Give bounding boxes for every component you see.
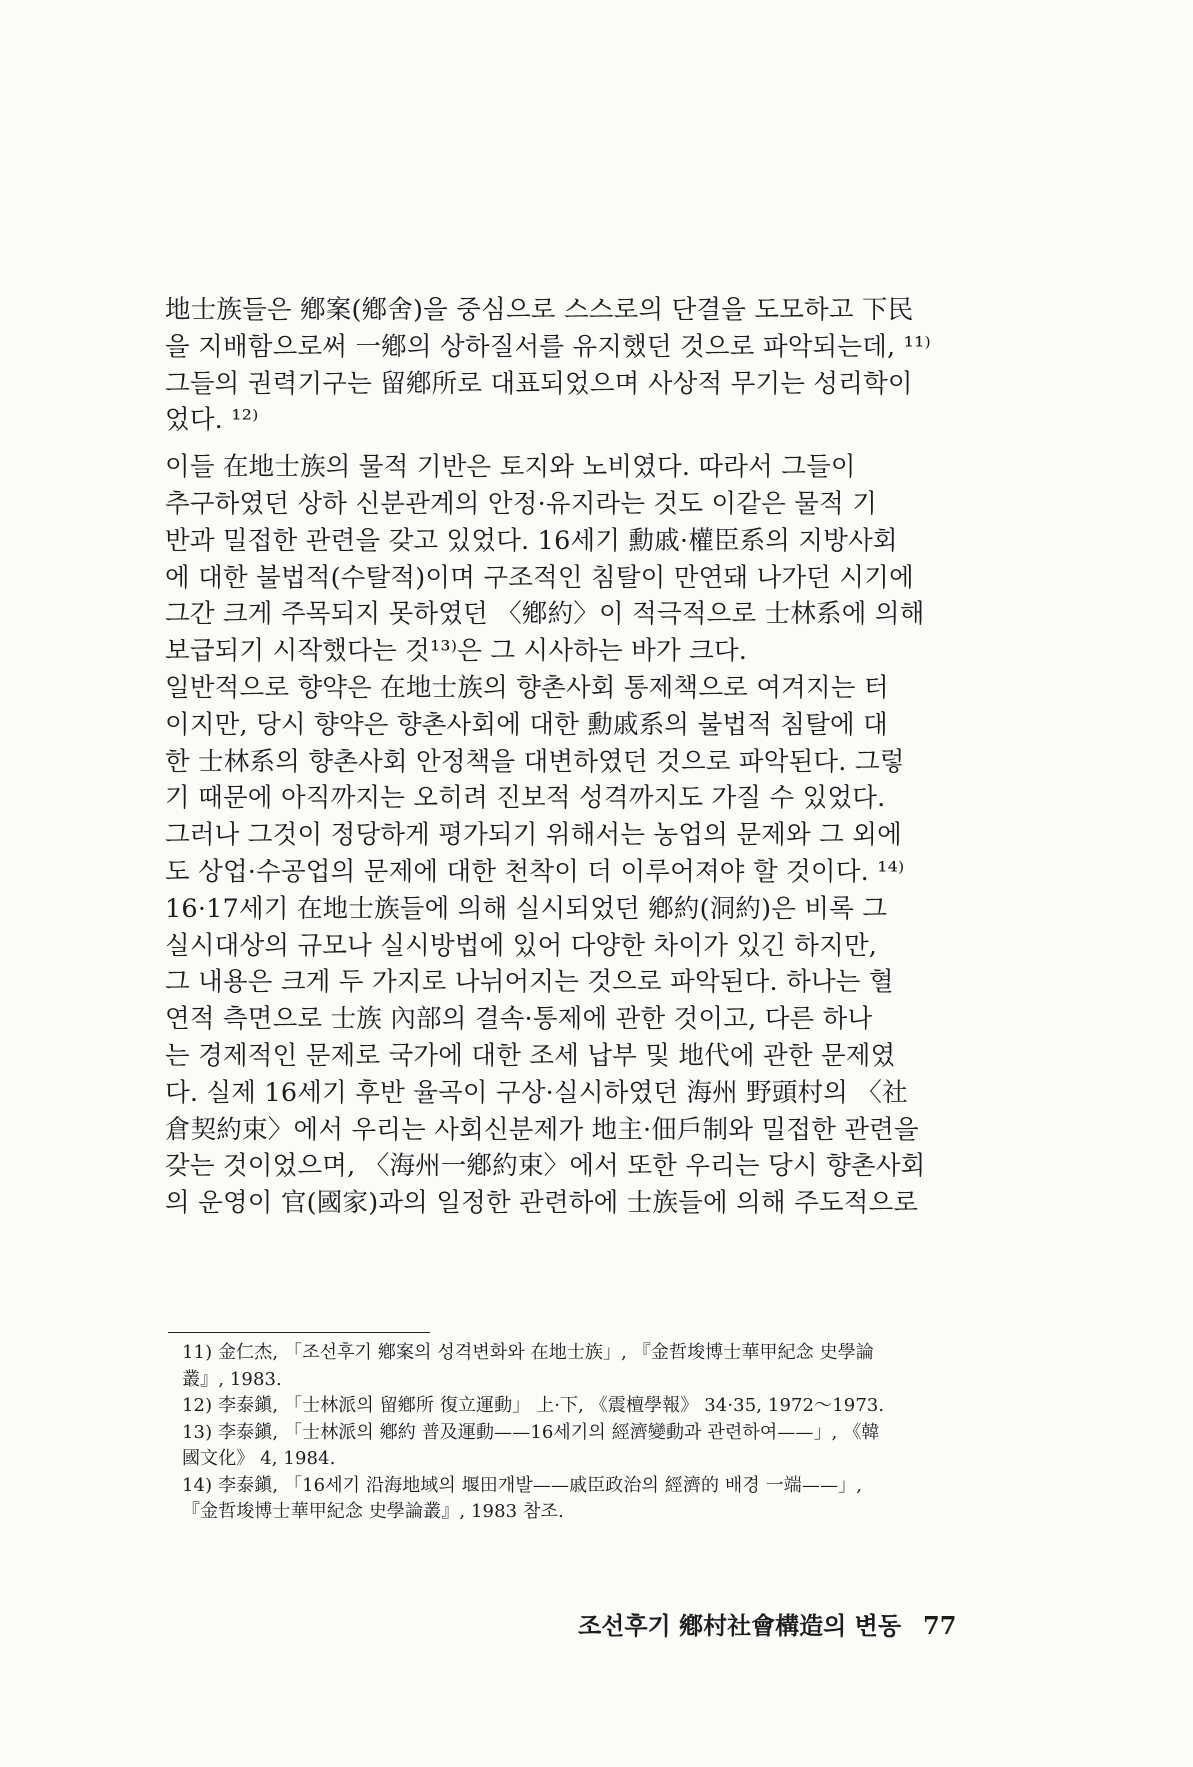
body-line: 도 상업·수공업의 문제에 대한 천착이 더 이루어져야 할 것이다. ¹⁴⁾ (165, 856, 905, 887)
body-line: 기 때문에 아직까지는 오히려 진보적 성격까지도 가질 수 있었다. (165, 783, 886, 814)
body-line: 그 내용은 크게 두 가지로 나뉘어지는 것으로 파악된다. 하나는 혈 (165, 967, 894, 998)
footer-title: 조선후기 鄕村社會構造의 변동 (578, 1611, 901, 1640)
body-line: 다. 실제 16세기 후반 율곡이 구상·실시하였던 海州 野頭村의 〈社 (165, 1077, 908, 1108)
body-line: 16·17세기 在地士族들에 의해 실시되었던 鄕約(洞約)은 비록 그 (165, 893, 888, 924)
body-line: 갖는 것이었으며, 〈海州一鄕約束〉에서 또한 우리는 당시 향촌사회 (165, 1151, 926, 1182)
footnote-line: 『金哲埈博士華甲紀念 史學論叢』, 1983 참조. (182, 1501, 564, 1522)
body-text (165, 292, 955, 1222)
footnote-rule (168, 1332, 430, 1333)
footnote-line: 12) 李泰鎭, 「士林派의 留鄕所 復立運動」 上·下, 《震檀學報》 34·35, 1972～1973. (182, 1395, 885, 1416)
footnote-line: 11) 金仁杰, 「조선후기 鄕案의 성격변화와 在地士族」, 『金哲埈博士華甲紀念 史學論 (182, 1342, 874, 1363)
body-line: 이지만, 당시 향약은 향촌사회에 대한 勳戚系의 불법적 침탈에 대 (165, 709, 889, 740)
body-line: 었다. ¹²⁾ (165, 405, 259, 436)
footnotes (182, 1340, 982, 1526)
body-line: 반과 밀접한 관련을 갖고 있었다. 16세기 勳戚·權臣系의 지방사회 (165, 525, 898, 556)
footnote-line: 14) 李泰鎭, 「16세기 沿海地域의 堰田개발——戚臣政治의 經濟的 배경 一端——」, (182, 1474, 863, 1496)
running-footer (578, 1606, 956, 1641)
body-line: 그러나 그것이 정당하게 평가되기 위해서는 농업의 문제와 그 외에 (165, 820, 902, 851)
body-line: 일반적으로 향약은 在地士族의 향촌사회 통제책으로 여겨지는 터 (165, 672, 889, 703)
body-line: 倉契約束〉에서 우리는 사회신분제가 地主·佃戶制와 밀접한 관련을 (165, 1114, 919, 1145)
footnote-line: 國文化》 4, 1984. (182, 1448, 336, 1469)
body-line: 에 대한 불법적(수탈적)이며 구조적인 침탈이 만연돼 나가던 시기에 (165, 562, 914, 593)
page-number: 77 (923, 1611, 957, 1640)
body-line: 그간 크게 주목되지 못하였던 〈鄕約〉이 적극적으로 士林系에 의해 (165, 599, 925, 630)
body-line: 그들의 권력기구는 留鄕所로 대표되었으며 사상적 무기는 성리학이 (165, 368, 913, 399)
body-line: 실시대상의 규모나 실시방법에 있어 다양한 차이가 있긴 하지만, (165, 930, 878, 961)
body-line: 이들 在地士族의 물적 기반은 토지와 노비였다. 따라서 그들이 (165, 452, 856, 483)
body-line: 연적 측면으로 士族 內部의 결속·통제에 관한 것이고, 다른 하나 (165, 1004, 873, 1035)
body-line: 는 경제적인 문제로 국가에 대한 조세 납부 및 地代에 관한 문제였 (165, 1040, 896, 1071)
body-line: 추구하였던 상하 신분관계의 안정·유지라는 것도 이같은 물적 기 (165, 488, 878, 519)
body-line: 보급되기 시작했다는 것¹³⁾은 그 시사하는 바가 크다. (165, 636, 748, 667)
body-line: 의 운영이 官(國家)과의 일정한 관련하에 士族들에 의해 주도적으로 (165, 1188, 919, 1219)
body-line: 한 士林系의 향촌사회 안정책을 대변하였던 것으로 파악된다. 그렇 (165, 746, 905, 777)
body-line: 地士族들은 鄕案(鄕舍)을 중심으로 스스로의 단결을 도모하고 下民 (165, 295, 914, 325)
body-line: 을 지배함으로써 一鄕의 상하질서를 유지했던 것으로 파악되는데, ¹¹⁾ (165, 331, 931, 362)
footnote-line: 叢』, 1983. (182, 1368, 282, 1390)
footnote-line: 13) 李泰鎭, 「士林派의 鄕約 普及運動——16세기의 經濟變動과 관련하여——」, 《韓 (182, 1421, 880, 1443)
